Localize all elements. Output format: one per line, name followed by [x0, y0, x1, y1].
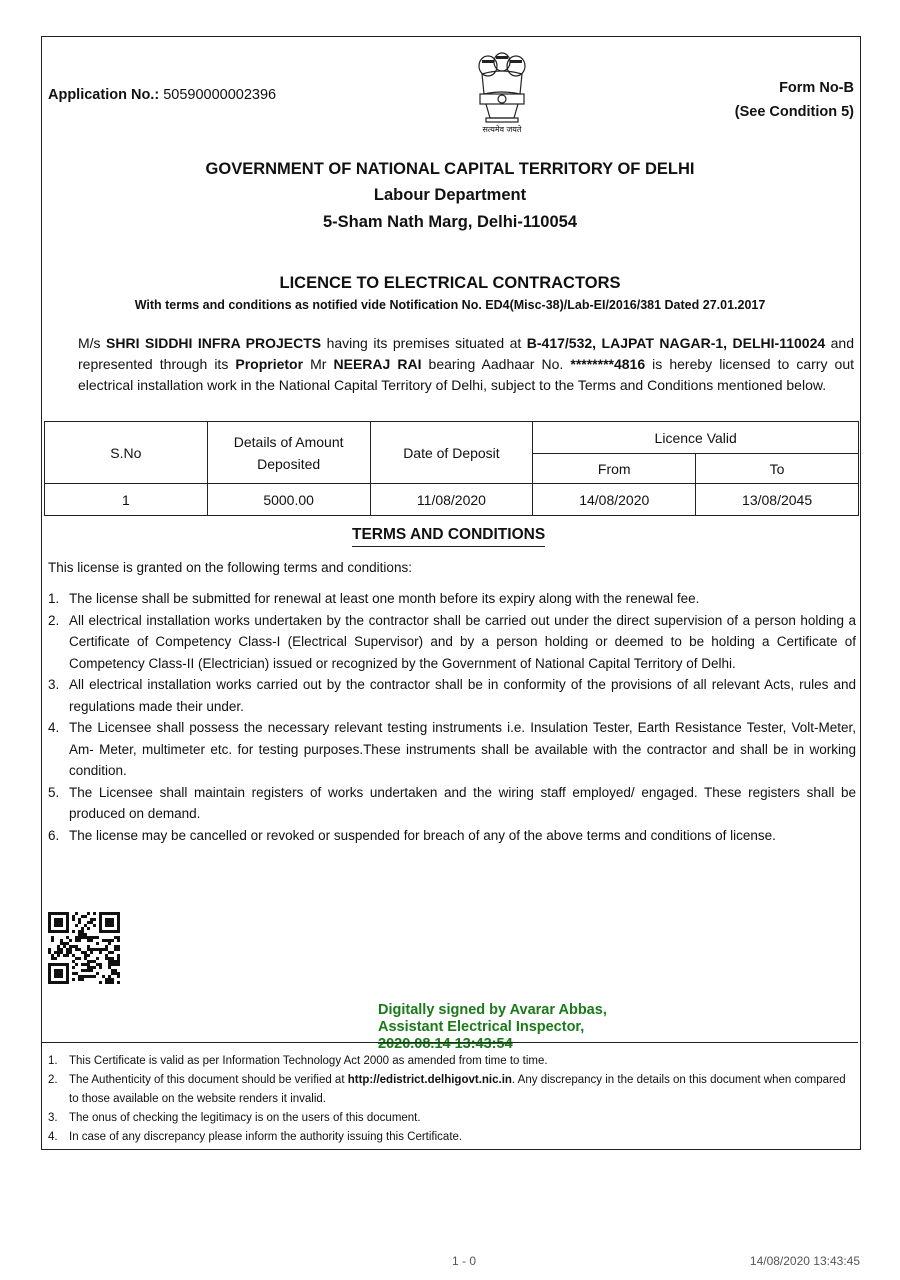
emblem-motto: सत्यमेव जयते	[482, 125, 522, 134]
condition-label: (See Condition 5)	[734, 104, 854, 120]
signature-timestamp: 2020.08.14 13:43:54	[378, 1036, 513, 1052]
table-row	[45, 484, 859, 516]
list-item: 3. The onus of checking the legitimacy is on the users of this document.	[48, 1112, 421, 1124]
divider	[42, 1042, 858, 1043]
list-item: 4. The Licensee shall possess the necessary relevant testing instruments i.e. Insulation Tester, Earth Resistance Tester, Volt-Meter, Am- Meter, multimeter etc. for testing purposes.These instruments shall be available with the contractor and shall be in working condition.	[48, 720, 856, 778]
page-number: 1 - 0	[452, 1254, 477, 1268]
form-number	[735, 76, 854, 124]
qr-code-icon	[48, 912, 120, 984]
print-timestamp: 14/08/2020 13:43:45	[749, 1254, 860, 1268]
list-item: 6. The license may be cancelled or revoked or suspended for breach of any of the above terms and conditions of license.	[48, 827, 776, 843]
form-no-label: Form No-B	[779, 80, 854, 96]
list-item: 3. All electrical installation works carried out by the contractor shall be in conformity of the provisions of all relevant Acts, rules and regulations made their under.	[48, 677, 856, 714]
terms-intro: This license is granted on the following terms and conditions:	[48, 560, 412, 575]
cell-amount: 5000.00	[207, 484, 370, 516]
header-amount: Details of Amount Deposited	[207, 422, 370, 484]
cell-from: 14/08/2020	[533, 484, 696, 516]
list-item: 2. All electrical installation works undertaken by the contractor shall be carried out under the direct supervision of a person holding a Certificate of Competency Class-I (Electrical Supervisor) and by a person holding or deemed to be holding a Certificate of Competency Class-II (Electrician) issued or recognized by the Government of National Capital Territory of Delhi.	[48, 612, 856, 671]
list-item: 4. In case of any discrepancy please inform the authority issuing this Certificate.	[48, 1131, 463, 1143]
terms-list	[48, 588, 856, 846]
licence-table	[44, 421, 859, 516]
department-heading: Labour Department	[373, 186, 527, 204]
header-from: From	[533, 454, 696, 484]
list-item: 1. The license shall be submitted for renewal at least one month before its expiry along with the renewal fee.	[48, 591, 700, 606]
header-sno: S.No	[45, 422, 208, 484]
header-date: Date of Deposit	[370, 422, 533, 484]
header-to: To	[696, 454, 859, 484]
national-emblem-icon	[466, 48, 538, 134]
terms-title: TERMS AND CONDITIONS	[352, 526, 545, 547]
application-number: Application No.: 50590000002396	[48, 87, 277, 103]
list-item: 5. The Licensee shall maintain registers of works undertaken and the wiring staff employed/ engaged. These registers shall be produced on demand.	[48, 784, 856, 821]
licence-statement: M/s SHRI SIDDHI INFRA PROJECTS having its premises situated at B-417/532, LAJPAT NAGAR-1, DELHI-110024 and represented through its Proprietor Mr NEERAJ RAI bearing Aadhaar No. ********4816 is hereby licensed to carry out electrical installation work in the National Capital Territory of Delhi, subject to the Terms and Conditions mentioned below.	[78, 335, 854, 393]
header-licence-valid: Licence Valid	[533, 422, 859, 454]
licence-title: LICENCE TO ELECTRICAL CONTRACTORS	[279, 274, 621, 292]
verification-link[interactable]: http://edistrict.delhigovt.nic.in	[347, 1074, 512, 1086]
notification-line: With terms and conditions as notified vide Notification No. ED4(Misc-38)/Lab-EI/2016/381 Dated 27.01.2017	[134, 298, 766, 312]
government-heading: GOVERNMENT OF NATIONAL CAPITAL TERRITORY OF DELHI	[205, 160, 695, 178]
list-item: 1. This Certificate is valid as per Information Technology Act 2000 as amended from time to time.	[48, 1055, 548, 1067]
list-item: 2. The Authenticity of this document should be verified at http://edistrict.delhigovt.nic.in. Any discrepancy in the details on this document when compared to those available on the website renders it invalid.	[48, 1074, 846, 1105]
digital-signature	[378, 1002, 607, 1053]
cell-date: 11/08/2020	[370, 484, 533, 516]
footnotes-list	[48, 1052, 848, 1147]
cell-to: 13/08/2045	[696, 484, 859, 516]
signature-line: Digitally signed by Avarar Abbas,	[378, 1002, 607, 1018]
cell-sno: 1	[45, 484, 208, 516]
address-heading: 5-Sham Nath Marg, Delhi-110054	[322, 213, 577, 231]
signature-designation: Assistant Electrical Inspector,	[378, 1019, 585, 1035]
